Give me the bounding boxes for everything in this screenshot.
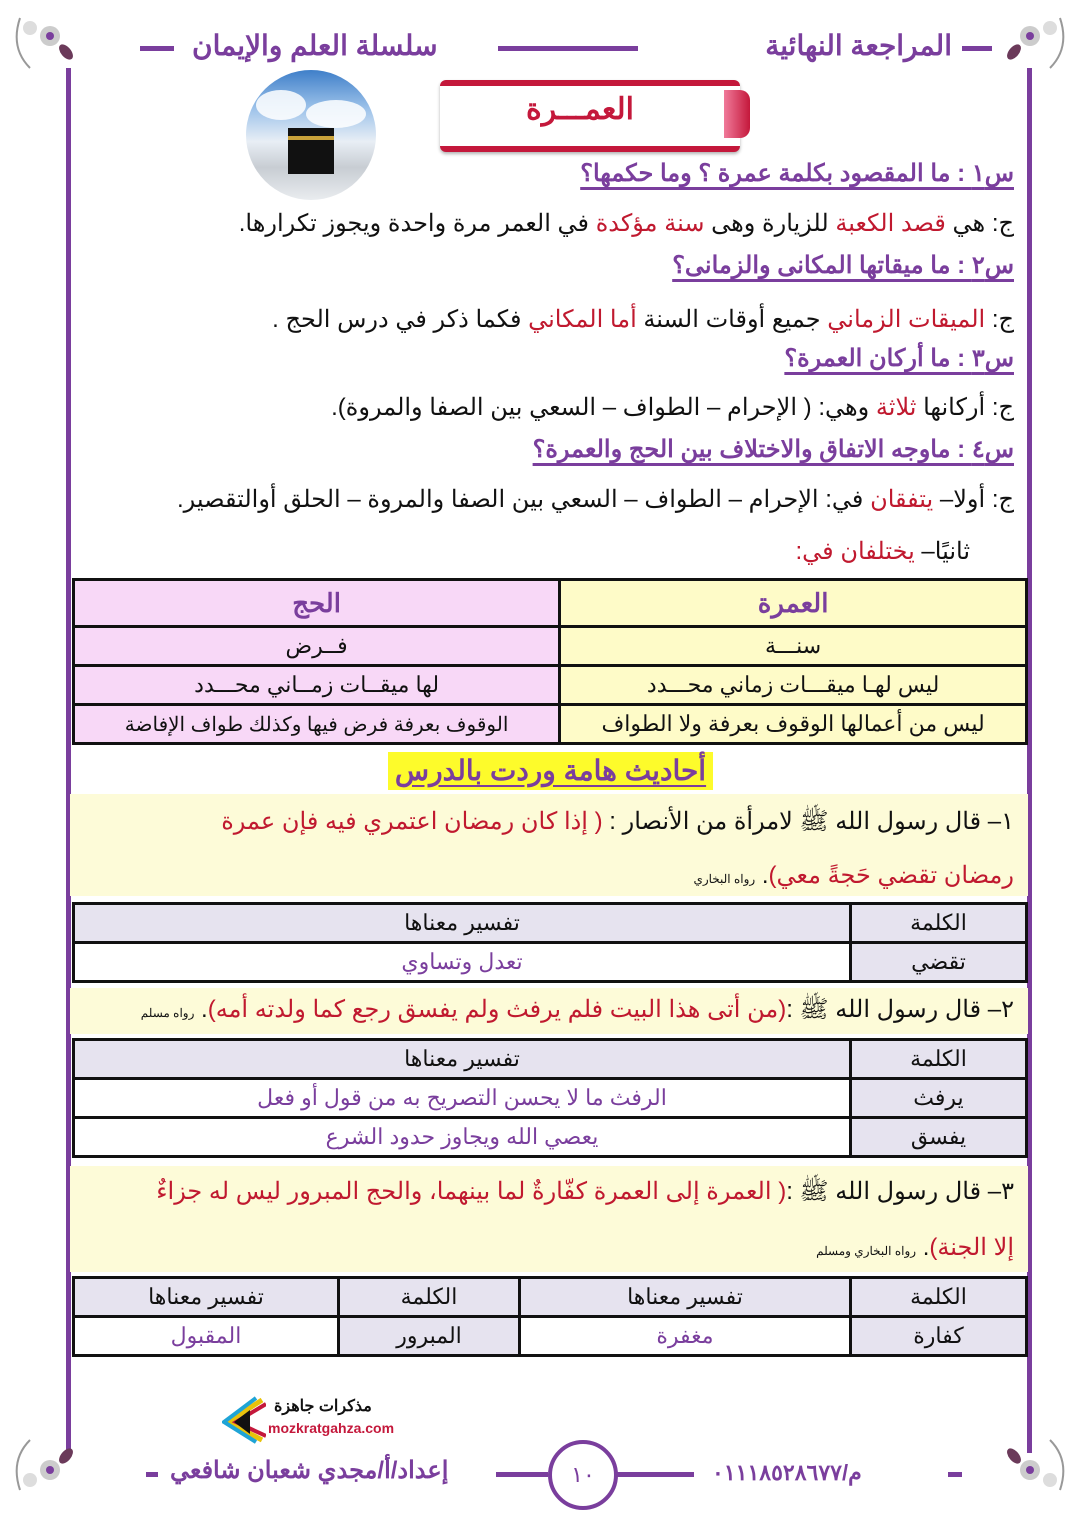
cell-word: تقضي <box>851 943 1027 982</box>
answer-text: وهي: ( الإحرام – الطواف – السعي بين الصفا والمروة). <box>331 394 876 421</box>
answer-text: في: الإحرام – الطواف – السعي بين الصفا والمروة – الحلق أوالتقصير. <box>177 486 871 513</box>
hadith-3-gloss-table <box>72 1276 1028 1357</box>
hadith-text: رمضان تقضي حَجةً معي) <box>768 862 1014 889</box>
hadith-3-line-2: إلا الجنة). رواه البخاري ومسلم <box>816 1234 1014 1261</box>
flower-ornament-icon <box>1000 8 1070 78</box>
answer-highlight: ثلاثة <box>875 394 917 421</box>
table-row <box>74 1317 1027 1356</box>
answer-text: ج: أولا– <box>933 486 1014 513</box>
table-row <box>74 1079 1027 1118</box>
header-word: الكلمة <box>851 1040 1027 1079</box>
flower-ornament-icon <box>1000 1430 1070 1500</box>
cell-word: المبرور <box>339 1317 520 1356</box>
answer-text: للزيارة وهى <box>704 210 836 237</box>
cell-word: يرفث <box>851 1079 1027 1118</box>
header-meaning: تفسير معناها <box>74 1278 339 1317</box>
header-umrah: العمرة <box>560 580 1027 627</box>
logo-icon <box>222 1396 266 1444</box>
answer-text: ج: <box>985 306 1014 333</box>
answer-text: في العمر مرة واحدة ويجوز تكرارها. <box>238 210 596 237</box>
answer-2 <box>76 304 1014 336</box>
header-word: الكلمة <box>851 1278 1027 1317</box>
cell-word: كفارة <box>851 1317 1027 1356</box>
hadith-text: ( العمرة إلى العمرة كفّارةٌ لما بينهما، والحج المبرور ليس له جزاءٌ <box>156 1178 787 1205</box>
cell-meaning: الرفث ما لا يحسن التصريح به من قول أو فعل <box>74 1079 851 1118</box>
hadith-2-gloss-table <box>72 1038 1028 1158</box>
footer-author: إعداد/أ/مجدي شعبان شافعي <box>170 1457 449 1484</box>
footer-phone: م/٠١١١٨٥٢٨٦٧٧ <box>712 1460 862 1485</box>
kaaba-image <box>246 70 376 200</box>
table-row <box>74 705 1027 744</box>
cell-hajj: فــرض <box>74 627 560 666</box>
hadith-1-line-2: رمضان تقضي حَجةً معي). رواه البخاري <box>693 862 1014 889</box>
flower-ornament-icon <box>10 1430 80 1500</box>
table-header-row <box>74 904 1027 943</box>
page-number: ١٠ <box>548 1440 618 1510</box>
answer-highlight: يتفقان <box>870 486 934 513</box>
logo-text-arabic: مذكرات جاهزة <box>274 1398 372 1415</box>
answer-highlight: أما المكاني <box>528 306 637 333</box>
footer-divider <box>146 1472 158 1477</box>
cell-word: يفسق <box>851 1118 1027 1157</box>
header-left-title: سلسلة العلم والإيمان <box>192 30 438 61</box>
hadith-1-line-1 <box>76 806 1014 838</box>
hadith-1-gloss-table <box>72 902 1028 983</box>
cell-hajj: الوقوف بعرفة فرض فيها وكذلك طواف الإفاضة <box>74 705 560 744</box>
table-row <box>74 627 1027 666</box>
cell-meaning: تعدل وتساوي <box>74 943 851 982</box>
hadith-section-title: أحاديث هامة وردت بالدرس <box>388 752 713 790</box>
header-meaning: تفسير معناها <box>74 1040 851 1079</box>
hadith-intro: ١– قال رسول الله ﷺ لامرأة من الأنصار : <box>602 808 1014 835</box>
footer-divider <box>496 1472 548 1477</box>
header-divider <box>140 46 174 51</box>
cell-umrah: ليس لهـا ميقـــات زماني محـــدد <box>560 666 1027 705</box>
footer-divider <box>948 1472 962 1477</box>
header-meaning: تفسير معناها <box>74 904 851 943</box>
table-header-row <box>74 1278 1027 1317</box>
table-row <box>74 1118 1027 1157</box>
lesson-title-banner <box>440 80 740 152</box>
question-2: س٢ : ما ميقاتها المكانى والزمانى؟ <box>672 252 1014 279</box>
header-word: الكلمة <box>851 904 1027 943</box>
hadith-intro: ٢– قال رسول الله ﷺ : <box>786 996 1014 1023</box>
hadith-source: رواه مسلم <box>140 1006 195 1020</box>
hadith-text: ( إذا كان رمضان اعتمري فيه فإن عمرة <box>221 808 603 835</box>
answer-highlight: يختلفان في: <box>795 538 915 565</box>
lesson-title: العمـــرة <box>526 93 634 126</box>
comparison-table <box>72 578 1028 745</box>
answer-text: ثانيًا– <box>914 538 970 565</box>
flower-ornament-icon <box>10 8 80 78</box>
question-4: س٤ : ماوجه الاتفاق والاختلاف بين الحج والعمرة؟ <box>532 436 1014 463</box>
hadith-source: رواه البخاري <box>693 872 756 886</box>
header-meaning: تفسير معناها <box>520 1278 851 1317</box>
question-1: س١ : ما المقصود بكلمة عمرة ؟ وما حكمها؟ <box>580 160 1014 187</box>
site-logo[interactable] <box>222 1396 432 1446</box>
logo-text-url: mozkratgahza.com <box>268 1420 395 1436</box>
footer-divider <box>614 1472 694 1477</box>
table-header-row <box>74 1040 1027 1079</box>
cell-meaning: المقبول <box>74 1317 339 1356</box>
cell-umrah: ليس من أعمالها الوقوف بعرفة ولا الطواف <box>560 705 1027 744</box>
table-row <box>74 943 1027 982</box>
hadith-2-line-1: ٢– قال رسول الله ﷺ :(من أتى هذا البيت فلم يرفث ولم يفسق رجع كما ولدته أمه). رواه مسلم <box>140 996 1014 1023</box>
header-word: الكلمة <box>339 1278 520 1317</box>
answer-highlight: قصد الكعبة <box>835 210 946 237</box>
hadith-3-line-1 <box>76 1176 1014 1208</box>
table-row <box>74 666 1027 705</box>
question-3: س٣ : ما أركان العمرة؟ <box>784 345 1014 372</box>
answer-text: ج: أركانها <box>916 394 1014 421</box>
answer-3 <box>76 392 1014 424</box>
cell-meaning: يعصي الله ويجاوز حدود الشرع <box>74 1118 851 1157</box>
answer-text: فكما ذكر في درس الحج . <box>272 306 529 333</box>
cell-meaning: مغفرة <box>520 1317 851 1356</box>
hadith-source: رواه البخاري ومسلم <box>816 1244 917 1258</box>
hadith-text: إلا الجنة) <box>929 1234 1014 1261</box>
answer-text: جميع أوقات السنة <box>636 306 828 333</box>
table-header-row <box>74 580 1027 627</box>
answer-highlight: الميقات الزماني <box>827 306 986 333</box>
answer-text: ج: هي <box>945 210 1014 237</box>
header-divider <box>498 46 638 51</box>
header-right-title: المراجعة النهائية <box>765 30 952 61</box>
header-divider <box>962 46 992 51</box>
hadith-intro: ٣– قال رسول الله ﷺ : <box>786 1178 1014 1205</box>
cell-hajj: لها ميقــات زمــاني محـــدد <box>74 666 560 705</box>
answer-4 <box>76 484 1014 516</box>
answer-highlight: سنة مؤكدة <box>595 210 705 237</box>
answer-4-second <box>600 536 970 568</box>
hadith-text: (من أتى هذا البيت فلم يرفث ولم يفسق رجع كما ولدته أمه) <box>207 996 787 1023</box>
header-hajj: الحج <box>74 580 560 627</box>
answer-1 <box>76 208 1014 240</box>
cell-umrah: سنـــة <box>560 627 1027 666</box>
